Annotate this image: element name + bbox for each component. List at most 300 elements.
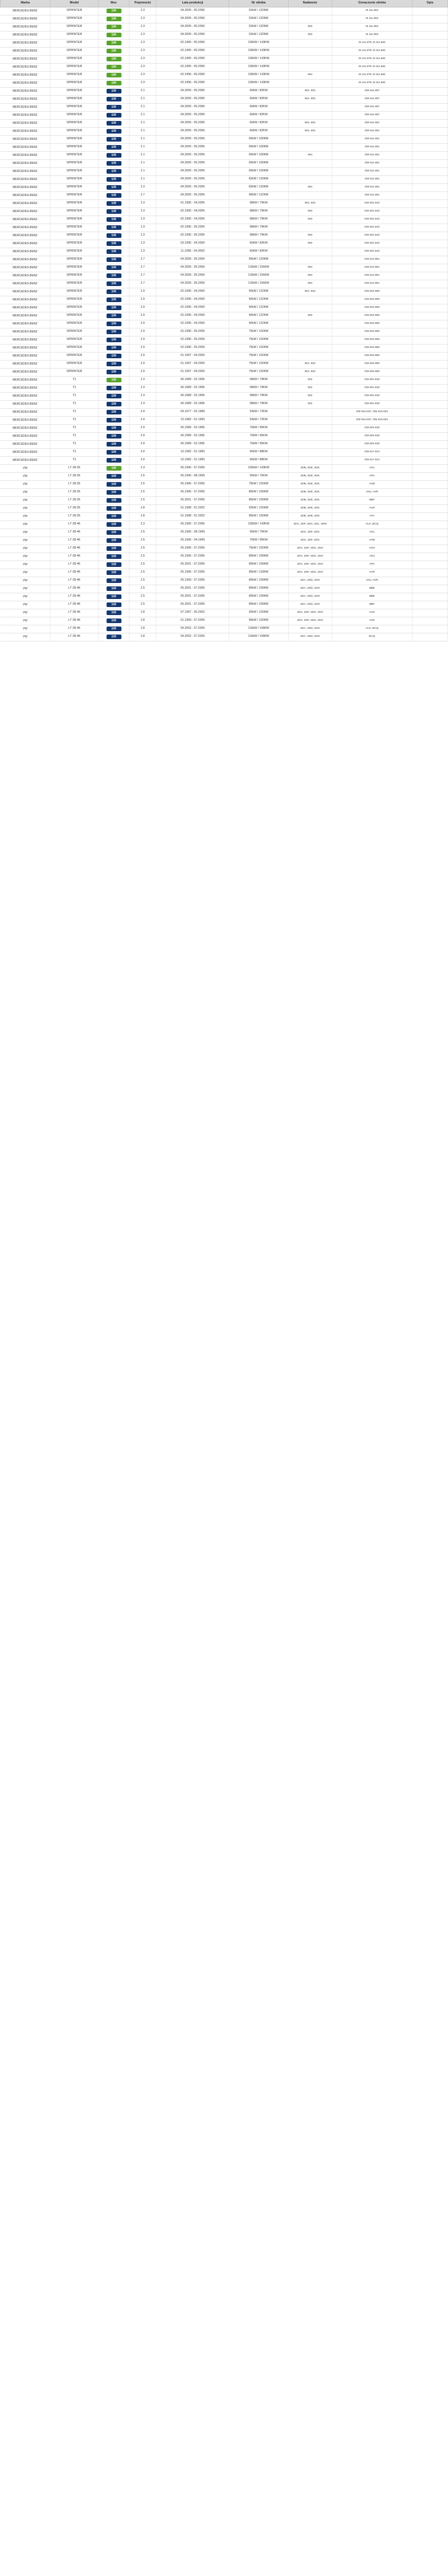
table-row[interactable] xyxy=(1,528,448,537)
cell-oznaczenie-silnika: OM 601.943 xyxy=(332,208,412,216)
cell-moc xyxy=(99,79,129,87)
cell-oznaczenie-silnika: ALH, BCQ xyxy=(332,625,412,633)
cell-nr-silnika: 60kW / 100KM xyxy=(229,151,288,159)
cell-model: SPRINTER xyxy=(50,127,99,135)
cell-oznaczenie-silnika: M 111.979; M 111.984 xyxy=(332,47,412,55)
power-badge: 109 xyxy=(107,281,121,286)
cell-marka: MERCEDES-BENZ xyxy=(1,264,50,272)
cell-oznaczenie-silnika: OM 612.981 xyxy=(332,280,412,288)
cell-nr-silnika: 90kW / 122KM xyxy=(229,296,288,304)
cell-oznaczenie-silnika: OM 601.943 xyxy=(332,248,412,256)
power-badge: 109 xyxy=(107,450,121,455)
cell-pojemnosc: 2.9 xyxy=(129,328,156,336)
table-row[interactable] xyxy=(1,432,448,440)
cell-nadwozie: 2DC, 2DF, 2DG, 2DH xyxy=(288,617,332,625)
power-badge: 109 xyxy=(107,602,121,607)
cell-model: SPRINTER xyxy=(50,248,99,256)
cell-nr-silnika: 58kW / 79KM xyxy=(229,400,288,408)
table-row[interactable] xyxy=(1,336,448,344)
cell-marka: MERCEDES-BENZ xyxy=(1,336,50,344)
cell-nadwozie: 2DB, 2DE, 2DK xyxy=(288,480,332,488)
cell-marka: VW xyxy=(1,609,50,617)
cell-moc xyxy=(99,480,129,488)
cell-pojemnosc: 2.3 xyxy=(129,55,156,63)
cell-model: LT 28-35 xyxy=(50,480,99,488)
cell-lata-produkcji: 01.1997 - 04.2000 xyxy=(156,360,229,368)
cell-oznaczenie-silnika: OM 601.940 xyxy=(332,376,412,384)
cell-nr-silnika: 55kW / 75KM xyxy=(229,472,288,480)
cell-nadwozie xyxy=(288,440,332,448)
cell-pojemnosc: 2.3 xyxy=(129,376,156,384)
table-row[interactable] xyxy=(1,208,448,216)
table-row[interactable] xyxy=(1,175,448,183)
cell-oznaczenie-silnika: OM 611.981 xyxy=(332,191,412,199)
cell-lata-produkcji: 04.2000 - 05.2006 xyxy=(156,143,229,151)
cell-nadwozie xyxy=(288,448,332,456)
power-badge: 109 xyxy=(107,418,121,422)
cell-model: SPRINTER xyxy=(50,352,99,360)
cell-opis xyxy=(412,63,448,71)
table-row[interactable] xyxy=(1,119,448,127)
table-row[interactable] xyxy=(1,7,448,15)
table-row[interactable] xyxy=(1,256,448,264)
cell-model: SPRINTER xyxy=(50,191,99,199)
table-row[interactable] xyxy=(1,264,448,272)
table-row[interactable] xyxy=(1,183,448,191)
cell-pojemnosc: 2.3 xyxy=(129,23,156,31)
cell-opis xyxy=(412,464,448,472)
cell-marka: MERCEDES-BENZ xyxy=(1,328,50,336)
column-header-model[interactable]: Model xyxy=(50,0,99,7)
cell-nr-silnika: 60kW / 82KM xyxy=(229,87,288,95)
cell-moc xyxy=(99,496,129,504)
table-row[interactable] xyxy=(1,569,448,577)
table-row[interactable] xyxy=(1,71,448,79)
cell-nadwozie: 901; 902 xyxy=(288,368,332,376)
cell-pojemnosc: 2.1 xyxy=(129,167,156,175)
cell-opis xyxy=(412,633,448,641)
table-row[interactable] xyxy=(1,167,448,175)
table-row[interactable] xyxy=(1,376,448,384)
power-badge: 109 xyxy=(107,362,121,366)
cell-marka: VW xyxy=(1,561,50,569)
table-row[interactable] xyxy=(1,23,448,31)
cell-marka: MERCEDES-BENZ xyxy=(1,216,50,224)
cell-model: LT 28-46 xyxy=(50,520,99,528)
cell-pojemnosc: 2.5 xyxy=(129,545,156,553)
table-row[interactable] xyxy=(1,151,448,159)
table-row[interactable] xyxy=(1,633,448,641)
cell-moc xyxy=(99,280,129,288)
cell-pojemnosc: 2.5 xyxy=(129,601,156,609)
table-row[interactable] xyxy=(1,87,448,95)
table-row[interactable] xyxy=(1,352,448,360)
cell-pojemnosc: 2.1 xyxy=(129,103,156,111)
cell-model: SPRINTER xyxy=(50,232,99,240)
power-badge: 109 xyxy=(107,330,121,334)
cell-nadwozie xyxy=(288,47,332,55)
cell-marka: MERCEDES-BENZ xyxy=(1,224,50,232)
table-row[interactable] xyxy=(1,304,448,312)
cell-pojemnosc: 2.8 xyxy=(129,512,156,520)
table-row[interactable] xyxy=(1,127,448,135)
cell-nr-silnika: 65kW / 88KM xyxy=(229,456,288,464)
cell-model: LT 28-46 xyxy=(50,601,99,609)
cell-pojemnosc: 2.9 xyxy=(129,312,156,320)
table-row[interactable] xyxy=(1,440,448,448)
cell-marka: MERCEDES-BENZ xyxy=(1,135,50,143)
table-row[interactable] xyxy=(1,545,448,553)
power-badge: 109 xyxy=(107,627,121,631)
cell-lata-produkcji: 02.1995 - 04.2006 xyxy=(156,208,229,216)
column-header-moc[interactable]: Moc xyxy=(99,0,129,7)
cell-pojemnosc: 2.5 xyxy=(129,577,156,585)
cell-model: SPRINTER xyxy=(50,95,99,103)
table-row[interactable] xyxy=(1,504,448,512)
table-row[interactable] xyxy=(1,111,448,119)
cell-nadwozie: 903 xyxy=(288,23,332,31)
table-row[interactable] xyxy=(1,368,448,376)
table-row[interactable] xyxy=(1,464,448,472)
table-row[interactable] xyxy=(1,480,448,488)
cell-marka: MERCEDES-BENZ xyxy=(1,7,50,15)
cell-moc xyxy=(99,328,129,336)
power-badge: 109 xyxy=(107,554,121,559)
cell-model: SPRINTER xyxy=(50,272,99,280)
cell-nr-silnika: 105kW / 143KM xyxy=(229,464,288,472)
table-row[interactable] xyxy=(1,280,448,288)
table-row[interactable] xyxy=(1,15,448,23)
table-row[interactable] xyxy=(1,216,448,224)
power-badge: 109 xyxy=(107,386,121,390)
table-row[interactable] xyxy=(1,408,448,416)
cell-marka: VW xyxy=(1,504,50,512)
cell-nadwozie xyxy=(288,416,332,424)
cell-opis xyxy=(412,143,448,151)
cell-marka: MERCEDES-BENZ xyxy=(1,143,50,151)
table-row[interactable] xyxy=(1,601,448,609)
cell-opis xyxy=(412,488,448,496)
cell-opis xyxy=(412,512,448,520)
cell-lata-produkcji: 02.1996 - 05.2006 xyxy=(156,71,229,79)
cell-marka: MERCEDES-BENZ xyxy=(1,199,50,208)
cell-model: T1 xyxy=(50,400,99,408)
column-header-marka[interactable]: Marka xyxy=(1,0,50,7)
power-badge: 109 xyxy=(107,506,121,511)
table-row[interactable] xyxy=(1,593,448,601)
table-row[interactable] xyxy=(1,496,448,504)
cell-oznaczenie-silnika: OM 602.940 xyxy=(332,424,412,432)
column-header-pojemnosc[interactable]: Pojemność xyxy=(129,0,156,7)
column-header-lata-produkcji[interactable]: Lata produkcji xyxy=(156,0,229,7)
cell-marka: MERCEDES-BENZ xyxy=(1,47,50,55)
cell-model: LT 28-46 xyxy=(50,569,99,577)
cell-nr-silnika: 75kW / 102KM xyxy=(229,344,288,352)
table-row[interactable] xyxy=(1,625,448,633)
cell-pojemnosc: 2.3 xyxy=(129,400,156,408)
cell-nadwozie xyxy=(288,408,332,416)
table-row[interactable] xyxy=(1,609,448,617)
cell-marka: VW xyxy=(1,464,50,472)
cell-pojemnosc: 2.1 xyxy=(129,175,156,183)
table-row[interactable] xyxy=(1,344,448,352)
table-row[interactable] xyxy=(1,224,448,232)
cell-marka: MERCEDES-BENZ xyxy=(1,296,50,304)
cell-model: SPRINTER xyxy=(50,328,99,336)
cell-marka: MERCEDES-BENZ xyxy=(1,63,50,71)
cell-nadwozie: 903 xyxy=(288,31,332,39)
table-row[interactable] xyxy=(1,328,448,336)
cell-model: LT 28-46 xyxy=(50,633,99,641)
cell-model: LT 28-46 xyxy=(50,593,99,601)
cell-lata-produkcji: 05.1996 - 08.1999 xyxy=(156,472,229,480)
cell-moc xyxy=(99,95,129,103)
cell-nadwozie: 2DC, 2DF, 2DG, 2DH xyxy=(288,545,332,553)
cell-moc xyxy=(99,119,129,127)
cell-model: T1 xyxy=(50,416,99,424)
cell-moc xyxy=(99,360,129,368)
cell-oznaczenie-silnika: OM 611.981 xyxy=(332,183,412,191)
cell-pojemnosc: 2.9 xyxy=(129,304,156,312)
cell-moc xyxy=(99,7,129,15)
cell-lata-produkcji: 04.2002 - 07.2006 xyxy=(156,633,229,641)
cell-pojemnosc: 2.9 xyxy=(129,320,156,328)
table-row[interactable] xyxy=(1,456,448,464)
cell-nadwozie xyxy=(288,304,332,312)
table-row[interactable] xyxy=(1,55,448,63)
cell-model: LT 28-46 xyxy=(50,561,99,569)
cell-nr-silnika: 96kW / 130KM xyxy=(229,512,288,520)
cell-moc xyxy=(99,504,129,512)
cell-oznaczenie-silnika: OM 602.980 xyxy=(332,344,412,352)
table-row[interactable] xyxy=(1,537,448,545)
column-header-oznaczenie-silnika[interactable]: Oznaczenie silnika xyxy=(332,0,412,7)
cell-lata-produkcji: 05.2001 - 07.2006 xyxy=(156,593,229,601)
cell-nadwozie xyxy=(288,224,332,232)
power-badge: 109 xyxy=(107,297,121,302)
cell-pojemnosc: 2.1 xyxy=(129,119,156,127)
power-badge: 109 xyxy=(107,490,121,495)
table-row[interactable] xyxy=(1,240,448,248)
table-row[interactable] xyxy=(1,585,448,593)
cell-moc xyxy=(99,23,129,31)
cell-oznaczenie-silnika: OM 611.987 xyxy=(332,95,412,103)
cell-lata-produkcji: 04.2000 - 05.2006 xyxy=(156,272,229,280)
cell-nadwozie: 901; 902 xyxy=(288,199,332,208)
cell-moc xyxy=(99,593,129,601)
power-badge: 109 xyxy=(107,289,121,294)
cell-model: SPRINTER xyxy=(50,119,99,127)
table-row[interactable] xyxy=(1,360,448,368)
table-row[interactable] xyxy=(1,63,448,71)
cell-moc xyxy=(99,384,129,392)
cell-model: SPRINTER xyxy=(50,167,99,175)
cell-model: SPRINTER xyxy=(50,199,99,208)
cell-nadwozie: 2DB, 2DE, 2DK xyxy=(288,464,332,472)
power-badge: 109 xyxy=(107,193,121,198)
cell-oznaczenie-silnika: OM 602.980 xyxy=(332,328,412,336)
cell-pojemnosc: 2.3 xyxy=(129,216,156,224)
cell-pojemnosc: 2.3 xyxy=(129,199,156,208)
cell-model: SPRINTER xyxy=(50,31,99,39)
cell-marka: MERCEDES-BENZ xyxy=(1,15,50,23)
table-row[interactable] xyxy=(1,512,448,520)
cell-model: SPRINTER xyxy=(50,39,99,47)
table-row[interactable] xyxy=(1,143,448,151)
cell-nr-silnika: 58kW / 79KM xyxy=(229,224,288,232)
cell-nr-silnika: 60kW / 100KM xyxy=(229,167,288,175)
cell-moc xyxy=(99,183,129,191)
table-row[interactable] xyxy=(1,472,448,480)
cell-nadwozie: 901; 902 xyxy=(288,360,332,368)
table-row[interactable] xyxy=(1,232,448,240)
cell-nadwozie: 2DC, 2DF, 2DG, 2DH xyxy=(288,553,332,561)
column-header-opis[interactable]: Opis xyxy=(412,0,448,7)
power-badge: 109 xyxy=(107,209,121,214)
cell-moc xyxy=(99,633,129,641)
cell-nadwozie: 2DC, 2DF, 2DG xyxy=(288,537,332,545)
cell-opis xyxy=(412,424,448,432)
cell-model: SPRINTER xyxy=(50,344,99,352)
cell-model: SPRINTER xyxy=(50,79,99,87)
table-row[interactable] xyxy=(1,520,448,528)
cell-moc xyxy=(99,344,129,352)
cell-pojemnosc: 2.3 xyxy=(129,384,156,392)
table-row[interactable] xyxy=(1,272,448,280)
cell-oznaczenie-silnika: M 111.984 xyxy=(332,31,412,39)
cell-nadwozie: 2DC, 2DF, 2DG, 2DH xyxy=(288,609,332,617)
cell-oznaczenie-silnika: M 111.979; M 111.984 xyxy=(332,63,412,71)
table-row[interactable] xyxy=(1,191,448,199)
table-row[interactable] xyxy=(1,95,448,103)
cell-nadwozie: 903 xyxy=(288,240,332,248)
table-row[interactable] xyxy=(1,248,448,256)
cell-oznaczenie-silnika: OM 611.981 xyxy=(332,175,412,183)
cell-nr-silnika: 58kW / 79KM xyxy=(229,199,288,208)
cell-opis xyxy=(412,472,448,480)
cell-moc xyxy=(99,545,129,553)
table-row[interactable] xyxy=(1,199,448,208)
table-row[interactable] xyxy=(1,424,448,432)
column-header-nadwozie[interactable]: Nadwozie xyxy=(288,0,332,7)
cell-moc xyxy=(99,400,129,408)
cell-opis xyxy=(412,528,448,537)
table-row[interactable] xyxy=(1,296,448,304)
header-row xyxy=(1,0,448,7)
cell-nr-silnika: 80kW / 109KM xyxy=(229,553,288,561)
cell-moc xyxy=(99,432,129,440)
cell-oznaczenie-silnika: ALH, BCQ xyxy=(332,520,412,528)
table-row[interactable] xyxy=(1,392,448,400)
cell-nadwozie: 904 xyxy=(288,151,332,159)
table-row[interactable] xyxy=(1,488,448,496)
cell-moc xyxy=(99,232,129,240)
table-row[interactable] xyxy=(1,159,448,167)
table-row[interactable] xyxy=(1,288,448,296)
cell-nr-silnika: 70kW / 95KM xyxy=(229,537,288,545)
cell-oznaczenie-silnika: APA xyxy=(332,561,412,569)
cell-lata-produkcji: 04.2000 - 05.2006 xyxy=(156,111,229,119)
cell-pojemnosc: 2.5 xyxy=(129,496,156,504)
cell-lata-produkcji: 05.2001 - 07.2006 xyxy=(156,496,229,504)
cell-nr-silnika: 75kW / 102KM xyxy=(229,336,288,344)
cell-nadwozie xyxy=(288,143,332,151)
cell-nr-silnika: 80kW / 109KM xyxy=(229,561,288,569)
cell-oznaczenie-silnika: OM 602.980 xyxy=(332,352,412,360)
cell-marka: MERCEDES-BENZ xyxy=(1,39,50,47)
results-page xyxy=(0,0,448,641)
cell-oznaczenie-silnika: OM 611.981 xyxy=(332,143,412,151)
cell-oznaczenie-silnika: AUH xyxy=(332,609,412,617)
table-row[interactable] xyxy=(1,39,448,47)
table-row[interactable] xyxy=(1,320,448,328)
table-row[interactable] xyxy=(1,31,448,39)
cell-nadwozie xyxy=(288,191,332,199)
table-row[interactable] xyxy=(1,553,448,561)
cell-opis xyxy=(412,537,448,545)
table-row[interactable] xyxy=(1,617,448,625)
cell-marka: MERCEDES-BENZ xyxy=(1,167,50,175)
cell-nadwozie: 904 xyxy=(288,183,332,191)
cell-pojemnosc: 2.7 xyxy=(129,280,156,288)
cell-moc xyxy=(99,296,129,304)
cell-nr-silnika: 82kW / 120KM xyxy=(229,183,288,191)
table-row[interactable] xyxy=(1,561,448,569)
cell-model: T1 xyxy=(50,392,99,400)
power-badge: 109 xyxy=(107,434,121,439)
cell-oznaczenie-silnika: ANJ xyxy=(332,553,412,561)
table-row[interactable] xyxy=(1,79,448,87)
table-row[interactable] xyxy=(1,135,448,143)
cell-lata-produkcji: 01.1995 - 04.2006 xyxy=(156,199,229,208)
cell-moc xyxy=(99,264,129,272)
cell-nr-silnika: 58kW / 79KM xyxy=(229,216,288,224)
power-badge: 109 xyxy=(107,257,121,262)
column-header-nr-silnika[interactable]: Nr silnika xyxy=(229,0,288,7)
table-row[interactable] xyxy=(1,47,448,55)
cell-moc xyxy=(99,424,129,432)
cell-lata-produkcji: 01.1997 - 04.2000 xyxy=(156,368,229,376)
cell-nr-silnika: 60kW / 82KM xyxy=(229,95,288,103)
table-row[interactable] xyxy=(1,312,448,320)
cell-oznaczenie-silnika: BBE xyxy=(332,593,412,601)
cell-lata-produkcji: 02.1995 - 04.2000 xyxy=(156,304,229,312)
cell-marka: MERCEDES-BENZ xyxy=(1,400,50,408)
power-badge: 109 xyxy=(107,177,121,182)
cell-oznaczenie-silnika: OM 612.981 xyxy=(332,272,412,280)
cell-opis xyxy=(412,480,448,488)
cell-moc xyxy=(99,216,129,224)
table-row[interactable] xyxy=(1,448,448,456)
cell-nadwozie xyxy=(288,55,332,63)
cell-oznaczenie-silnika: OM 602.980 xyxy=(332,312,412,320)
table-row[interactable] xyxy=(1,384,448,392)
cell-nadwozie: 901; 902 xyxy=(288,119,332,127)
cell-lata-produkcji: 02.1995 - 04.2006 xyxy=(156,216,229,224)
cell-model: SPRINTER xyxy=(50,208,99,216)
cell-pojemnosc: 3.0 xyxy=(129,456,156,464)
table-row[interactable] xyxy=(1,400,448,408)
table-row[interactable] xyxy=(1,103,448,111)
table-row[interactable] xyxy=(1,416,448,424)
cell-marka: VW xyxy=(1,545,50,553)
cell-marka: MERCEDES-BENZ xyxy=(1,360,50,368)
table-row[interactable] xyxy=(1,577,448,585)
cell-marka: VW xyxy=(1,537,50,545)
cell-pojemnosc: 2.5 xyxy=(129,561,156,569)
cell-nadwozie: 2DC, 2DF, 2DG, 2DH xyxy=(288,569,332,577)
cell-nadwozie: 903 xyxy=(288,216,332,224)
